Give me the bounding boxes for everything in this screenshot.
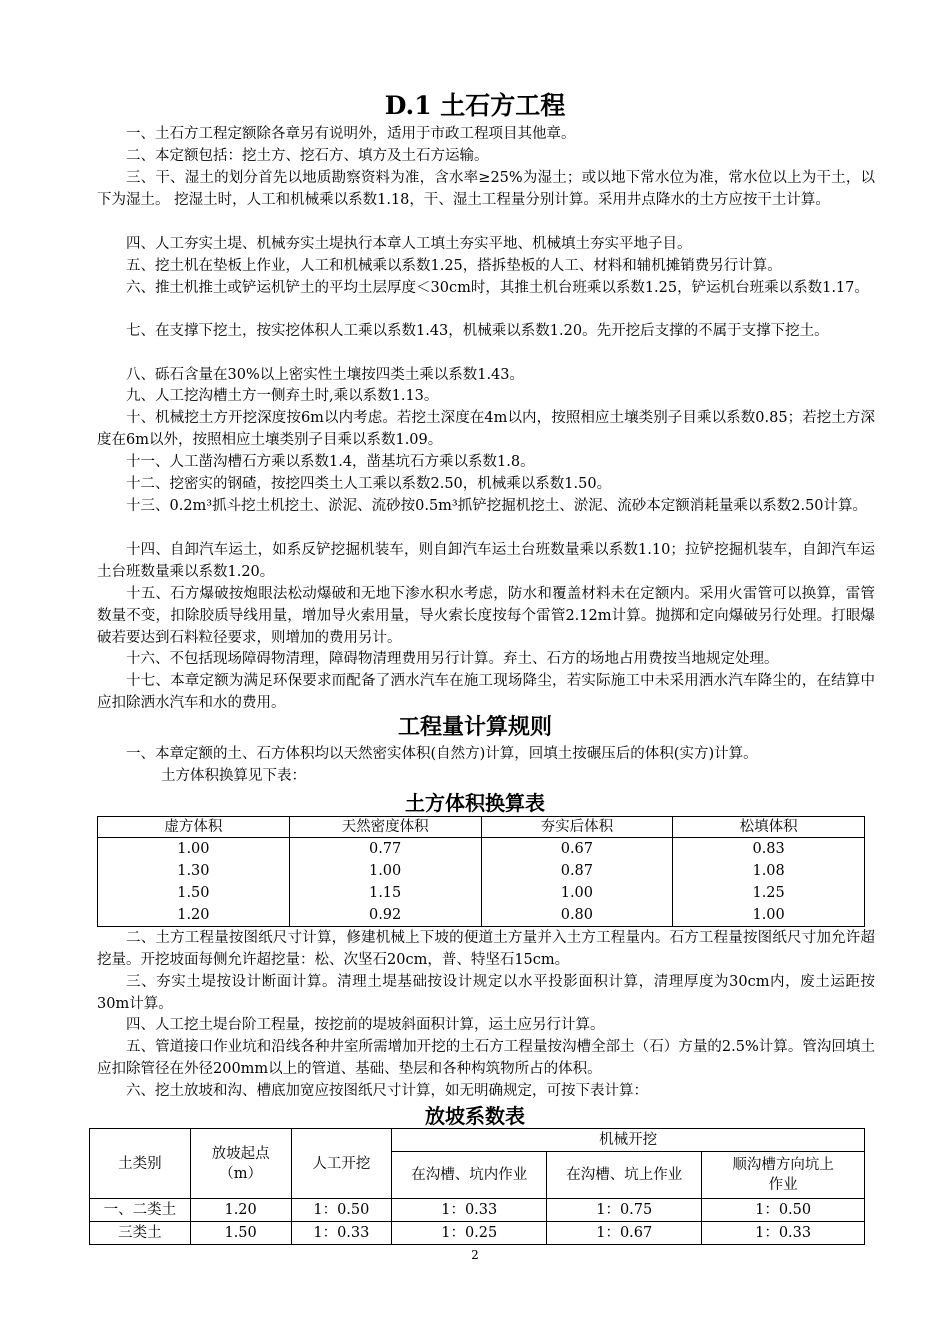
table-row (98, 882, 865, 904)
soil-volume-table (97, 816, 865, 927)
rules-intro-2: 土方体积换算见下表： (161, 768, 306, 784)
note-6: 六、推土机推土或铲运机铲土的平均土层厚度＜30cm时，其推土机台班乘以系数1.25，铲运机台班乘以系数1.17。 (126, 280, 869, 296)
table-cell: 0.92 (289, 904, 481, 927)
note-13: 十三、0.2m³抓斗挖土机挖土、淤泥、流砂按0.5m³抓铲挖掘机挖土、淤泥、流砂本定额消耗量乘以系数2.50计算。 (126, 498, 868, 514)
table-cell: 1.20 (98, 904, 290, 927)
table-header-cell: 在沟槽、坑上作业 (547, 1152, 702, 1199)
table-cell: 0.77 (289, 838, 481, 861)
table-cell: 1：0.67 (547, 1222, 702, 1245)
table-cell: 1.00 (673, 904, 865, 927)
table-cell: 0.87 (481, 860, 673, 882)
table1-title: 土方体积换算表 (405, 791, 545, 815)
table-cell: 一、二类土 (90, 1199, 191, 1222)
table-cell: 1.25 (673, 882, 865, 904)
note-9: 九、人工挖沟槽土方一侧弃土时,乘以系数1.13。 (126, 388, 439, 404)
table-cell: 1.00 (289, 860, 481, 882)
table-cell: 0.67 (481, 838, 673, 861)
table-row (98, 860, 865, 882)
table-cell: 1：0.50 (702, 1199, 865, 1222)
table-cell: 1.00 (98, 838, 290, 861)
table-cell: 1：0.25 (392, 1222, 547, 1245)
rules-intro: 一、本章定额的土、石方体积均以天然密实体积(自然方)计算，回填土按碾压后的体积(实方)计算。 (126, 746, 758, 762)
rule-3: 三、夯实土堤按设计断面计算。清理土堤基础按设计规定以水平投影面积计算，清理厚度为30cm内，废土运距按30m计算。 (97, 974, 875, 1012)
table-cell: 1：0.33 (291, 1222, 392, 1245)
table-header-row (98, 817, 865, 838)
table-header-cell: 松填体积 (673, 817, 865, 838)
table-header-cell: 虚方体积 (98, 817, 290, 838)
table2-title: 放坡系数表 (425, 1104, 525, 1128)
rule-4: 四、人工挖土堤台阶工程量，按挖前的堤坡斜面积计算，运土应另行计算。 (126, 1017, 605, 1033)
table-cell: 0.80 (481, 904, 673, 927)
note-3: 三、干、湿土的划分首先以地质勘察资料为准，含水率≥25%为湿土；或以地下常水位为准，常水位以上为干土，以下为湿土。 挖湿土时，人工和机械乘以系数1.18，干、湿土工程量分别计算。采用井点降水的土方应按干土计算。 (97, 170, 875, 208)
note-16: 十六、不包括现场障碍物清理，障碍物清理费用另行计算。弃土、石方的场地占用费按当地规定处理。 (126, 651, 779, 667)
note-7: 七、在支撑下挖土，按实挖体积人工乘以系数1.43，机械乘以系数1.20。先开挖后支撑的不属于支撑下挖土。 (126, 323, 829, 339)
table-row (90, 1222, 865, 1245)
rule-5: 五、管道接口作业坑和沿线各种井室所需增加开挖的土石方工程量按沟槽全部土（石）方量的2.5%计算。管沟回填土应扣除管径在外径200mm以上的管道、基础、垫层和各种构筑物所占的体积。 (97, 1039, 875, 1077)
table-header-cell: 放坡起点（m） (190, 1129, 291, 1199)
note-12: 十二、挖密实的钢碴，按挖四类土人工乘以系数2.50，机械乘以系数1.50。 (126, 476, 612, 492)
note-17: 十七、本章定额为满足环保要求而配备了洒水汽车在施工现场降尘，若实际施工中未采用洒水汽车降尘的，在结算中应扣除洒水汽车和水的费用。 (97, 673, 875, 711)
note-4: 四、人工夯实土堤、机械夯实土堤执行本章人工填土夯实平地、机械填土夯实平地子目。 (126, 236, 692, 252)
table-cell: 1：0.33 (702, 1222, 865, 1245)
table-header-cell: 人工开挖 (291, 1129, 392, 1199)
table-row (98, 904, 865, 927)
slope-coefficient-table (89, 1128, 865, 1245)
table-cell: 1：0.33 (392, 1199, 547, 1222)
note-11: 十一、人工凿沟槽石方乘以系数1.4，凿基坑石方乘以系数1.8。 (126, 454, 535, 470)
note-14: 十四、自卸汽车运土，如系反铲挖掘机装车，则自卸汽车运土台班数量乘以系数1.10；拉铲挖掘机装车，自卸汽车运土台班数量乘以系数1.20。 (97, 542, 875, 580)
table-cell: 1.30 (98, 860, 290, 882)
table-header-cell: 土类别 (90, 1129, 191, 1199)
table-header-cell: 夯实后体积 (481, 817, 673, 838)
note-2: 二、本定额包括：挖土方、挖石方、填方及土石方运输。 (126, 148, 489, 164)
note-15: 十五、石方爆破按炮眼法松动爆破和无地下渗水积水考虑，防水和覆盖材料未在定额内。采用火雷管可以换算，雷管数量不变，扣除胶质导线用量，增加导火索用量，导火索长度按每个雷管2.12m计算。抛掷和定向爆破另行处理。打眼爆破若要达到石料粒径要求，则增加的费用另计。 (97, 586, 875, 646)
table-cell: 1.15 (289, 882, 481, 904)
table-cell: 1：0.50 (291, 1199, 392, 1222)
table-header-cell: 在沟槽、坑内作业 (392, 1152, 547, 1199)
table-header-cell: 天然密度体积 (289, 817, 481, 838)
rules-heading: 工程量计算规则 (397, 714, 552, 740)
table-row (98, 838, 865, 861)
note-10: 十、机械挖土方开挖深度按6m以内考虑。若挖土深度在4m以内，按照相应土壤类别子目乘以系数0.85；若挖土方深度在6m以外，按照相应土壤类别子目乘以系数1.09。 (97, 410, 875, 448)
page-title: D.1 土石方工程 (384, 91, 566, 120)
note-1: 一、土石方工程定额除各章另有说明外，适用于市政工程项目其他章。 (126, 126, 576, 142)
note-5: 五、挖土机在垫板上作业，人工和机械乘以系数1.25，搭拆垫板的人工、材料和辅机摊销费另行计算。 (126, 258, 782, 274)
rule-2: 二、土方工程量按图纸尺寸计算，修建机械上下坡的便道土方量并入土方工程量内。石方工程量按图纸尺寸加允许超挖量。开挖坡面每侧允许超挖量：松、次坚石20cm，普、特坚石15cm。 (97, 930, 875, 968)
table-row (90, 1199, 865, 1222)
page-number: 2 (471, 1248, 479, 1262)
table-cell: 1.50 (98, 882, 290, 904)
table-cell: 1：0.75 (547, 1199, 702, 1222)
table-cell: 三类土 (90, 1222, 191, 1245)
table-cell: 1.50 (190, 1222, 291, 1245)
table-cell: 0.83 (673, 838, 865, 861)
rule-6: 六、挖土放坡和沟、槽底加宽应按图纸尺寸计算，如无明确规定，可按下表计算： (126, 1083, 648, 1099)
note-8: 八、砾石含量在30%以上密实性土壤按四类土乘以系数1.43。 (126, 367, 525, 383)
table-cell: 1.20 (190, 1199, 291, 1222)
table-header-cell: 顺沟槽方向坑上作业 (702, 1152, 865, 1199)
table-cell: 1.00 (481, 882, 673, 904)
table-header-cell: 机械开挖 (392, 1129, 865, 1152)
table-header-row (90, 1129, 865, 1152)
table-cell: 1.08 (673, 860, 865, 882)
